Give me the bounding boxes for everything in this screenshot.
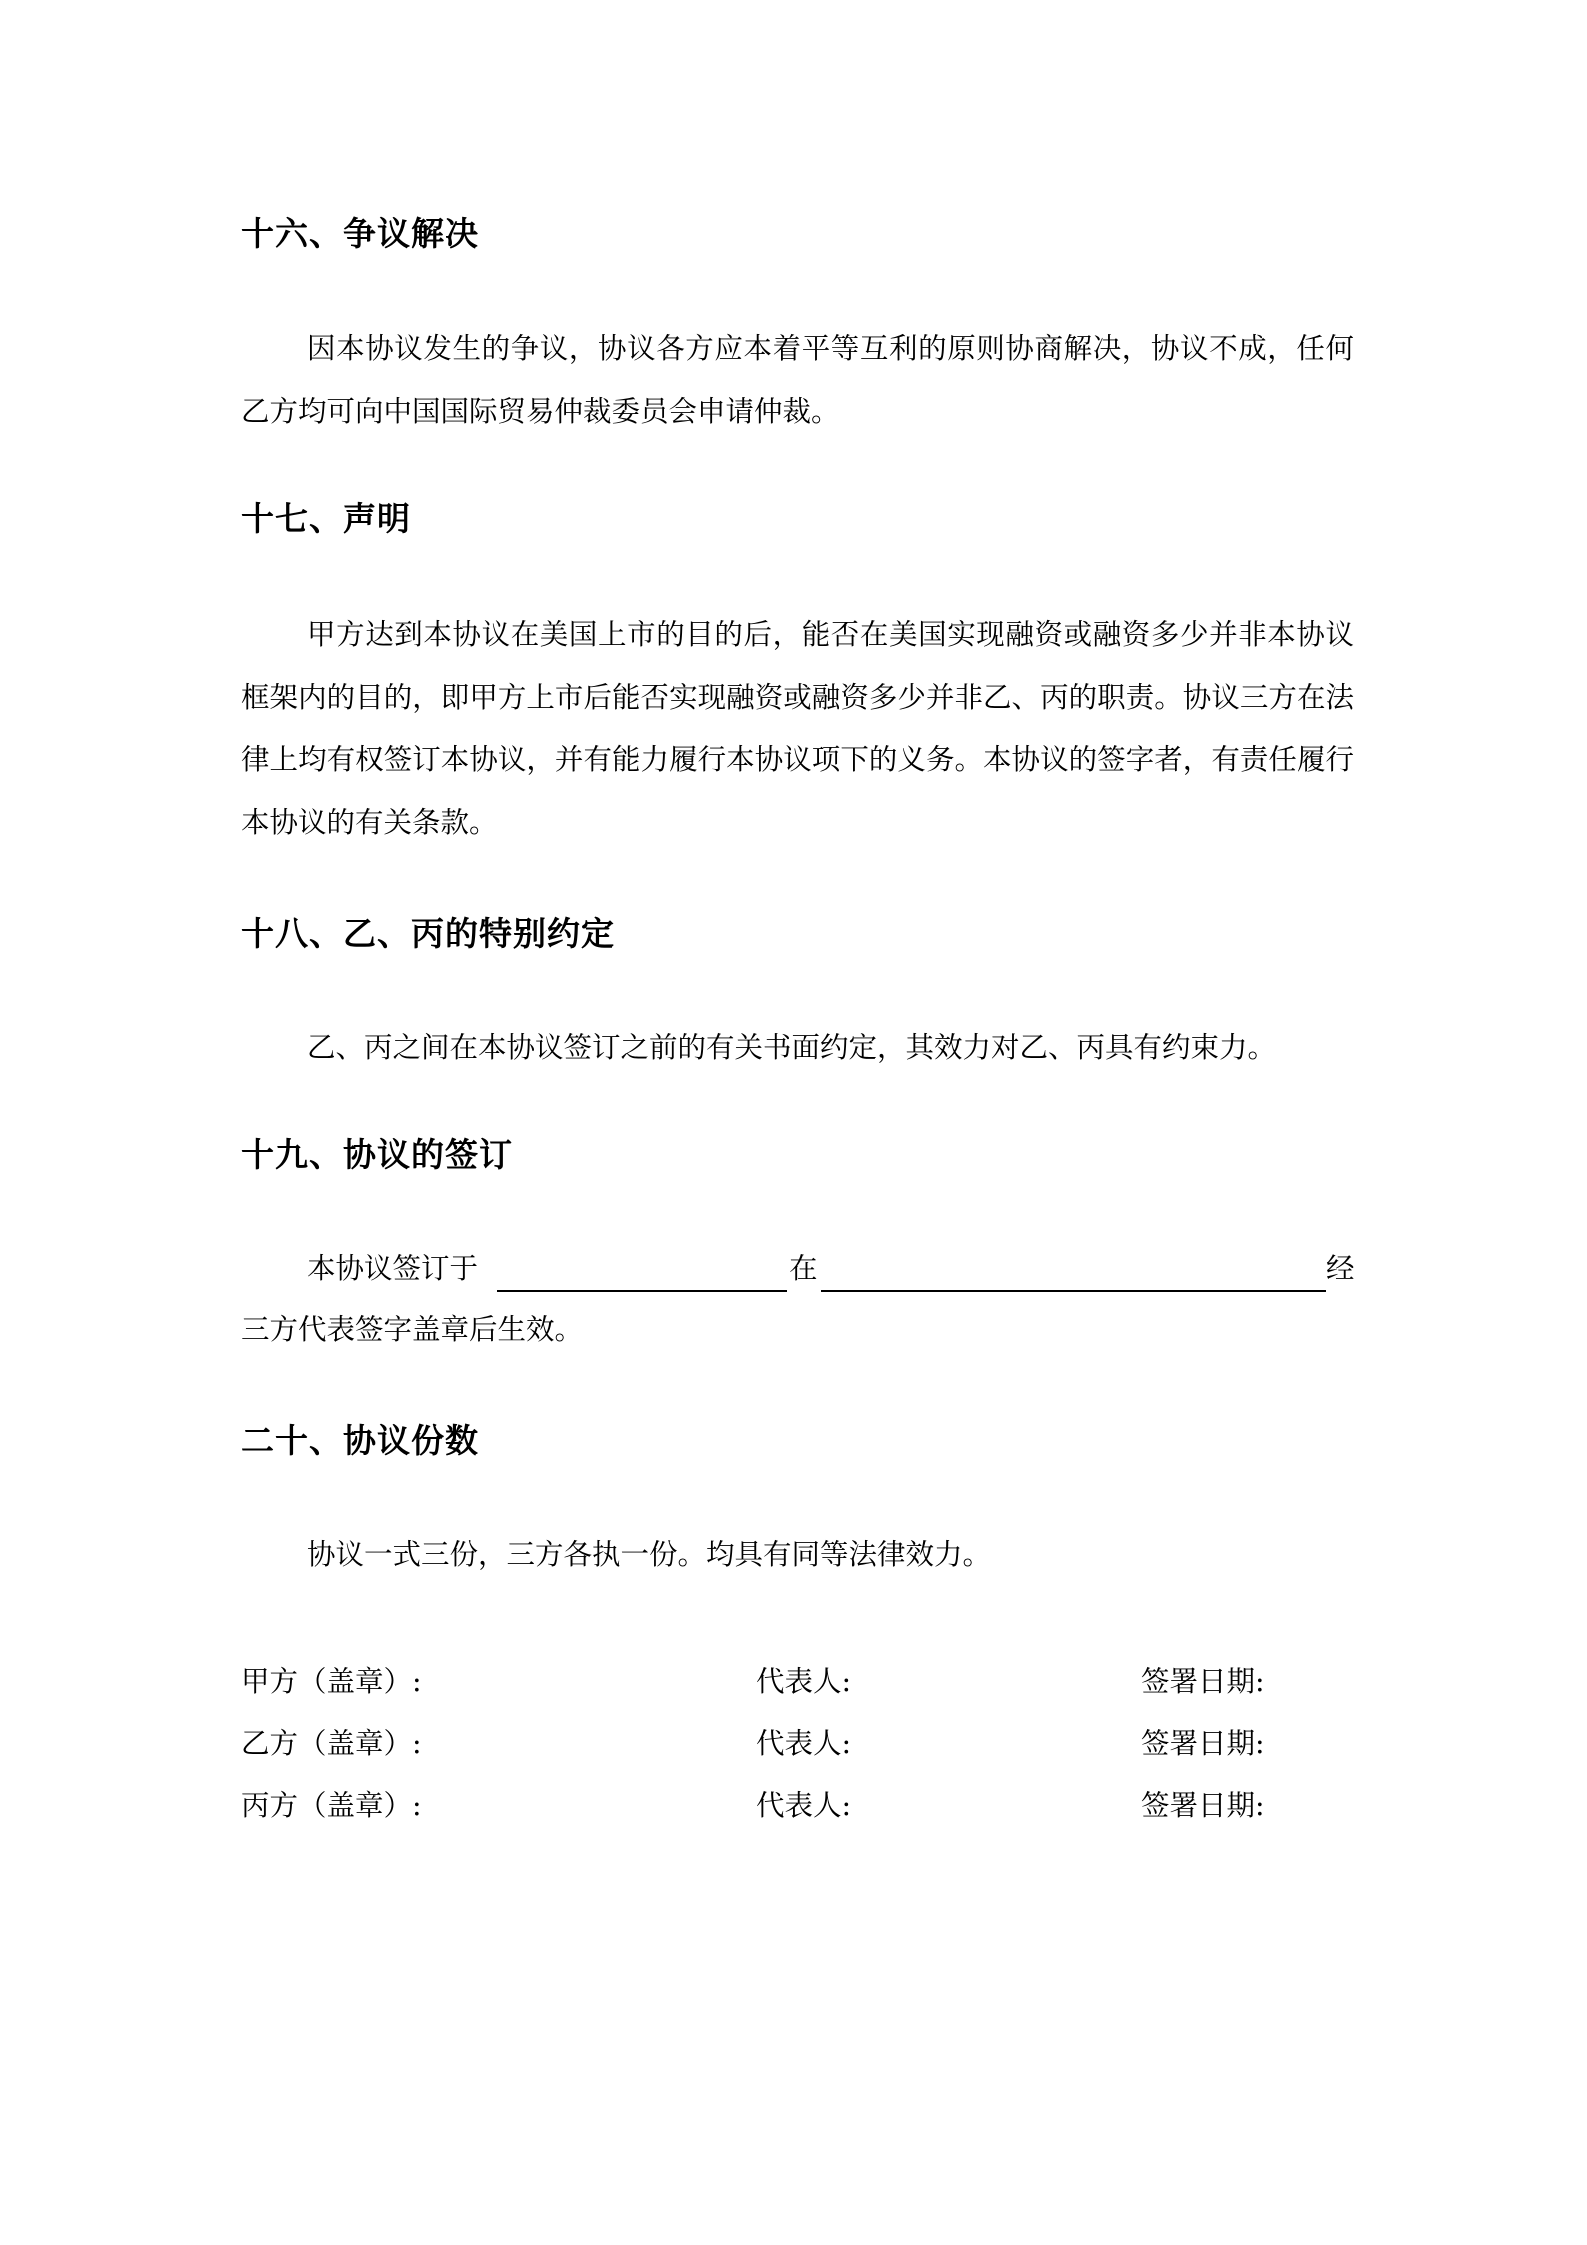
signing-date-blank[interactable]: [497, 1250, 787, 1292]
signing-clause-tail: 三方代表签字盖章后生效。: [241, 1313, 584, 1346]
section-17-paragraph: 甲方达到本协议在美国上市的目的后，能否在美国实现融资或融资多少并非本协议框架内的目的，即甲方上市后能否实现融资或融资多少并非乙、丙的职责。协议三方在法律上均有权签订本协议，并有能力履行本协议项下的义务。本协议的签字者，有责任履行本协议的有关条款。: [241, 618, 1354, 839]
signing-clause-prefix: 本协议签订于: [307, 1252, 479, 1285]
section-16-heading: 十六、争议解决: [241, 214, 479, 253]
section-18-paragraph: 乙、丙之间在本协议签订之前的有关书面约定，其效力对乙、丙具有约束力。: [307, 1031, 1277, 1064]
party-c-representative-label: 代表人:: [756, 1789, 852, 1822]
party-c-date-label: 签署日期:: [1141, 1789, 1265, 1822]
section-16-paragraph: 因本协议发生的争议，协议各方应本着平等互利的原则协商解决，协议不成，任何乙方均可向中国国际贸易仲裁委员会申请仲裁。: [241, 332, 1354, 428]
party-a-representative-label: 代表人:: [756, 1665, 852, 1698]
signing-clause-middle: 在: [789, 1252, 818, 1285]
section-19-heading: 十九、协议的签订: [241, 1135, 513, 1174]
party-a-date-label: 签署日期:: [1141, 1665, 1265, 1698]
section-20-heading: 二十、协议份数: [241, 1421, 479, 1460]
signing-clause-line: [241, 1238, 1354, 1300]
signature-row-party-c: [241, 1786, 1354, 1826]
party-b-date-label: 签署日期:: [1141, 1727, 1265, 1760]
section-20-paragraph: 协议一式三份，三方各执一份。均具有同等法律效力。: [307, 1538, 992, 1571]
signature-row-party-b: [241, 1724, 1354, 1764]
party-b-representative-label: 代表人:: [756, 1727, 852, 1760]
section-17-heading: 十七、声明: [241, 499, 411, 538]
party-a-seal-label: 甲方（盖章）:: [241, 1665, 422, 1698]
signing-place-blank[interactable]: [821, 1250, 1326, 1292]
party-c-seal-label: 丙方（盖章）:: [241, 1789, 422, 1822]
section-18-heading: 十八、乙、丙的特别约定: [241, 914, 615, 953]
party-b-seal-label: 乙方（盖章）:: [241, 1727, 422, 1760]
signature-row-party-a: [241, 1662, 1354, 1702]
signing-clause-suffix: 经: [1326, 1252, 1355, 1285]
